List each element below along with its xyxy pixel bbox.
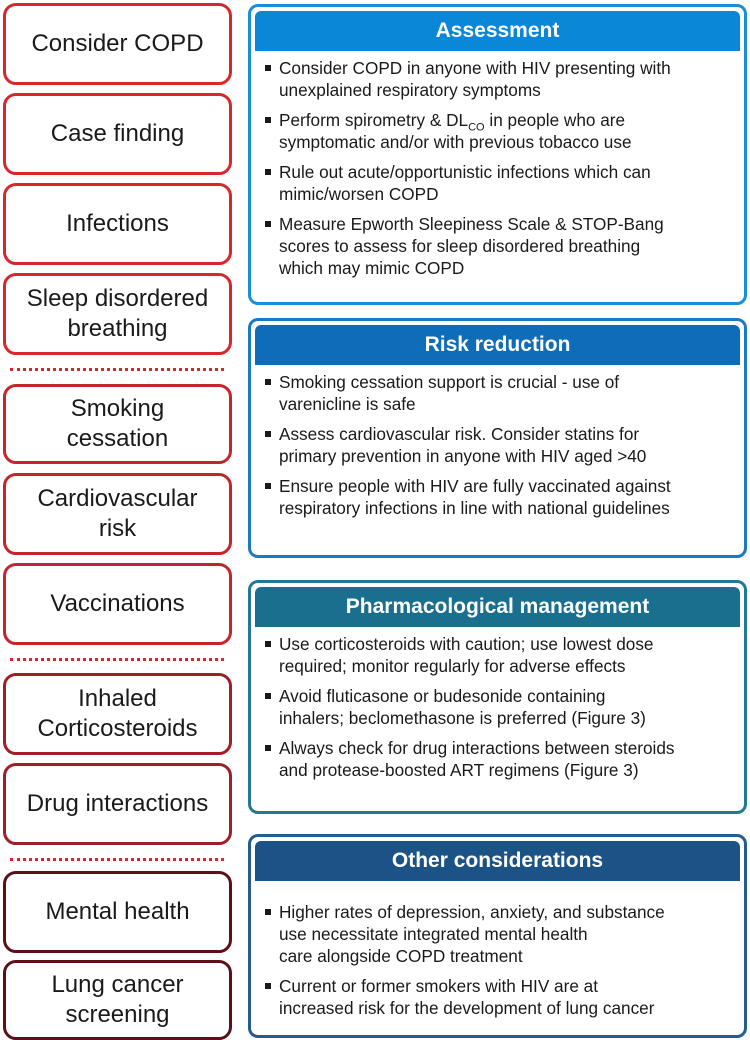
bullet-line [279, 497, 738, 519]
bullet-text: care alongside COPD treatment [279, 946, 523, 966]
topic-box [3, 563, 232, 645]
topic-label-line: Cardiovascular [37, 485, 198, 512]
topic-label-line: Drug interactions [26, 790, 209, 817]
topic-label-line: Consider COPD [31, 30, 204, 57]
section-title: Assessment [255, 11, 740, 51]
topic-label-line: Case finding [50, 120, 185, 147]
bullet-text: inhalers; beclomethasone is preferred (Figure 3) [279, 708, 646, 728]
bullet-line [279, 445, 738, 467]
dotted-separator [10, 858, 224, 861]
bullet-line [279, 633, 738, 655]
bullet-text: and protease-boosted ART regimens (Figure 3) [279, 760, 639, 780]
bullet-text: increased risk for the development of lung cancer [279, 998, 655, 1018]
topic-box [3, 871, 232, 953]
topic-label [50, 589, 184, 619]
bullet-item [263, 633, 738, 677]
topic-label-line: Inhaled [78, 685, 157, 712]
section-panel [248, 318, 747, 558]
bullet-line [279, 183, 738, 205]
bullet-text: Rule out acute/opportunistic infections which can [279, 162, 651, 182]
bullet-text: unexplained respiratory symptoms [279, 80, 541, 100]
bullet-line [279, 923, 738, 945]
topic-box [3, 960, 232, 1040]
bullet-item [263, 57, 738, 101]
bullet-item [263, 975, 738, 1019]
section-panel [248, 834, 747, 1038]
bullet-line [279, 79, 738, 101]
bullet-line [279, 57, 738, 79]
bullet-line [279, 371, 738, 393]
topic-label [67, 394, 168, 454]
bullet-text: mimic/worsen COPD [279, 184, 439, 204]
bullet-list [251, 365, 744, 519]
topic-label-line: Lung cancer [51, 971, 184, 998]
topic-label [51, 119, 184, 149]
bullet-list [251, 627, 744, 781]
bullet-text: in people who are [484, 110, 626, 130]
bullet-item [263, 371, 738, 415]
bullet-line [279, 161, 738, 183]
topic-label-line: breathing [67, 315, 168, 342]
bullet-line [279, 685, 738, 707]
bullet-text: Measure Epworth Sleepiness Scale & STOP-Bang [279, 214, 664, 234]
topic-box [3, 384, 232, 464]
bullet-text: required; monitor regularly for adverse effects [279, 656, 626, 676]
topic-box [3, 273, 232, 355]
topic-label-line: risk [98, 515, 137, 542]
topic-label [51, 970, 183, 1030]
bullet-text: Use corticosteroids with caution; use lowest dose [279, 634, 654, 654]
bullet-line [279, 131, 738, 153]
bullet-text: Assess cardiovascular risk. Consider statins for [279, 424, 640, 444]
bullet-item [263, 109, 738, 153]
bullet-item [263, 685, 738, 729]
section-title: Pharmacological management [255, 587, 740, 627]
bullet-line [279, 655, 738, 677]
topic-label [66, 209, 169, 239]
bullet-line [279, 109, 738, 134]
bullet-item [263, 737, 738, 781]
bullet-text: varenicline is safe [279, 394, 416, 414]
topic-label [37, 484, 197, 544]
topic-label [27, 789, 208, 819]
bullet-text: Higher rates of depression, anxiety, and substance [279, 902, 665, 922]
bullet-text: use necessitate integrated mental health [279, 924, 588, 944]
bullet-text: Consider COPD in anyone with HIV presenting with [279, 58, 671, 78]
topic-label-line: Mental health [45, 898, 190, 925]
bullet-list [251, 881, 744, 1019]
bullet-text: Smoking cessation support is crucial - use of [279, 372, 620, 392]
topic-label [27, 284, 208, 344]
bullet-line [279, 945, 738, 967]
topic-label [37, 684, 197, 744]
bullet-text: scores to assess for sleep disordered breathing [279, 236, 641, 256]
section-panel [248, 4, 747, 305]
topic-box [3, 93, 232, 175]
topic-label-line: cessation [66, 425, 169, 452]
bullet-line [279, 393, 738, 415]
bullet-line [279, 737, 738, 759]
bullet-item [263, 475, 738, 519]
bullet-text: symptomatic and/or with previous tobacco use [279, 132, 632, 152]
bullet-line [279, 475, 738, 497]
section-panel [248, 580, 747, 814]
topic-box [3, 673, 232, 755]
bullet-item [263, 901, 738, 967]
bullet-line [279, 901, 738, 923]
bullet-line [279, 235, 738, 257]
topic-label-line: Infections [66, 210, 169, 237]
bullet-item [263, 161, 738, 205]
topic-label [31, 29, 203, 59]
bullet-text: Ensure people with HIV are fully vaccinated against [279, 476, 671, 496]
bullet-list [251, 51, 744, 279]
subscript-text: CO [468, 121, 485, 134]
topic-label [45, 897, 189, 927]
bullet-text: Perform spirometry & DL [279, 110, 469, 130]
bullet-line [279, 707, 738, 729]
dotted-separator [10, 368, 224, 371]
bullet-text: primary prevention in anyone with HIV aged >40 [279, 446, 647, 466]
section-title: Other considerations [255, 841, 740, 881]
bullet-line [279, 257, 738, 279]
bullet-text: Current or former smokers with HIV are at [279, 976, 599, 996]
topic-label-line: Corticosteroids [37, 715, 198, 742]
bullet-line [279, 975, 738, 997]
bullet-line [279, 423, 738, 445]
topic-box [3, 3, 232, 85]
dotted-separator [10, 658, 224, 661]
bullet-text: respiratory infections in line with national guidelines [279, 498, 670, 518]
bullet-line [279, 759, 738, 781]
bullet-text: Avoid fluticasone or budesonide containing [279, 686, 606, 706]
topic-box [3, 183, 232, 265]
section-title: Risk reduction [255, 325, 740, 365]
bullet-line [279, 997, 738, 1019]
topic-label-line: Vaccinations [50, 590, 185, 617]
topic-box [3, 763, 232, 845]
bullet-item [263, 213, 738, 279]
bullet-line [279, 213, 738, 235]
topic-label-line: Smoking [70, 395, 165, 422]
topic-box [3, 473, 232, 555]
topic-label-line: screening [65, 1001, 170, 1028]
bullet-text: Always check for drug interactions between steroids [279, 738, 675, 758]
bullet-text: which may mimic COPD [279, 258, 465, 278]
bullet-item [263, 423, 738, 467]
topic-label-line: Sleep disordered [26, 285, 209, 312]
